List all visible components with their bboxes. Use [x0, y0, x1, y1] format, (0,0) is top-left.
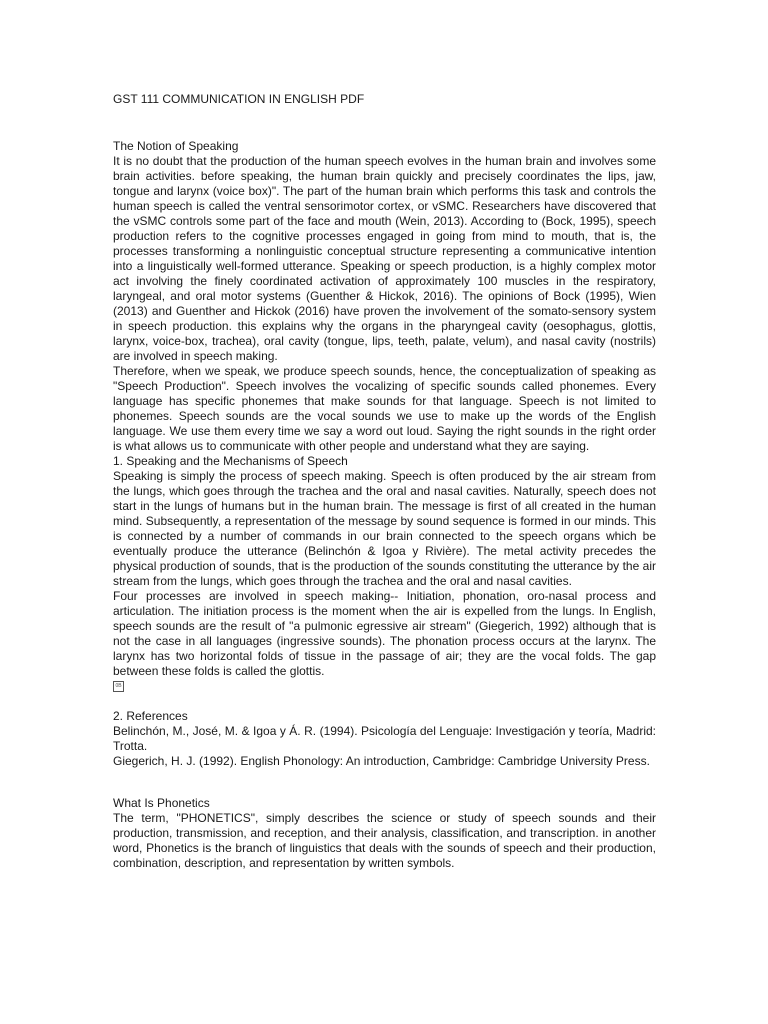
section-what-is-phonetics	[113, 796, 656, 871]
body-paragraph: It is no doubt that the production of the human speech evolves in the human brain and involves some brain activities. before speaking, the human brain quickly and precisely coordinates the lips, jaw, tongue and larynx (voice box)". The part of the human brain which performs this task and controls the human speech is called the ventral sensorimotor cortex, or vSMC. Researchers have discovered that the vSMC controls some part of the face and mouth (Wein, 2013). According to (Bock, 1995), speech production refers to the cognitive processes engaged in going from mind to mouth, that is, the processes transforming a nonlinguistic conceptual structure representing a communicative intention into a linguistically well-formed utterance. Speaking or speech production, is a highly complex motor act involving the finely coordinated activation of approximately 100 muscles in the respiratory, laryngeal, and oral motor systems (Guenther & Hickok, 2016). The opinions of Bock (1995), Wien (2013) and Guenther and Hickok (2016) have proven the involvement of the somato-sensory system in speech production. this explains why the organs in the pharyngeal cavity (oesophagus, glottis, larynx, voice-box, trachea), oral cavity (tongue, lips, teeth, palate, velum), and nasal cavity (nostrils) are involved in speech making.	[113, 154, 656, 363]
section-notion-of-speaking	[113, 139, 656, 454]
replacement-glyph-line	[113, 679, 656, 694]
section-speaking-mechanisms	[113, 454, 656, 694]
body-paragraph: Four processes are involved in speech making-- Initiation, phonation, oro-nasal process and articulation. The initiation process is the moment when the air is expelled from the lungs. In English, speech sounds are the result of "a pulmonic egressive air stream" (Giegerich, 1992) although that is not the case in all languages (ingressive sounds). The phonation process occurs at the larynx. The larynx has two horizontal folds of tissue in the passage of air; they are the vocal folds. The gap between these folds is called the glottis.	[113, 589, 656, 678]
section-references	[113, 709, 656, 769]
section-heading: 1. Speaking and the Mechanisms of Speech	[113, 454, 348, 468]
document-title: GST 111 COMMUNICATION IN ENGLISH PDF	[113, 92, 365, 106]
section-heading: The Notion of Speaking	[113, 139, 239, 153]
document-page	[113, 92, 656, 871]
body-paragraph: Speaking is simply the process of speech making. Speech is often produced by the air stream from the lungs, which goes through the trachea and the oral and nasal cavities. Naturally, speech does not start in the lungs of humans but in the human brain. The message is first of all created in the human mind. Subsequently, a representation of the message by sound sequence is formed in our minds. This is connected by a number of commands in our brain connected to the speech organs which be eventually produce the utterance (Belinchón & Igoa y Rivière). The metal activity precedes the physical production of sounds, that is the production of the sounds constituting the utterance by the air stream from the lungs, which goes through the trachea and the oral and nasal cavities.	[113, 469, 656, 588]
body-paragraph: Therefore, when we speak, we produce speech sounds, hence, the conceptualization of speaking as "Speech Production". Speech involves the vocalizing of specific sounds called phonemes. Every language has specific phonemes that make sounds for that language. Speech is not limited to phonemes. Speech sounds are the vocal sounds we use to make up the words of the English language. We use them every time we say a word out loud. Saying the right sounds in the right order is what allows us to communicate with other people and understand what they are saying.	[113, 364, 656, 453]
reference-item: Belinchón, M., José, M. & Igoa y Á. R. (1994). Psicología del Lenguaje: Investigación y teoría, Madrid: Trotta.	[113, 724, 656, 753]
body-paragraph: The term, "PHONETICS", simply describes the science or study of speech sounds and their production, transmission, and reception, and their analysis, classification, and transcription. in another word, Phonetics is the branch of linguistics that deals with the sounds of speech and their production, combination, description, and representation by written symbols.	[113, 811, 656, 870]
reference-item: Giegerich, H. J. (1992). English Phonology: An introduction, Cambridge: Cambridge University Press.	[113, 754, 650, 768]
section-heading: 2. References	[113, 709, 188, 723]
replacement-glyph-icon: 0B	[113, 681, 124, 692]
section-heading: What Is Phonetics	[113, 796, 210, 810]
